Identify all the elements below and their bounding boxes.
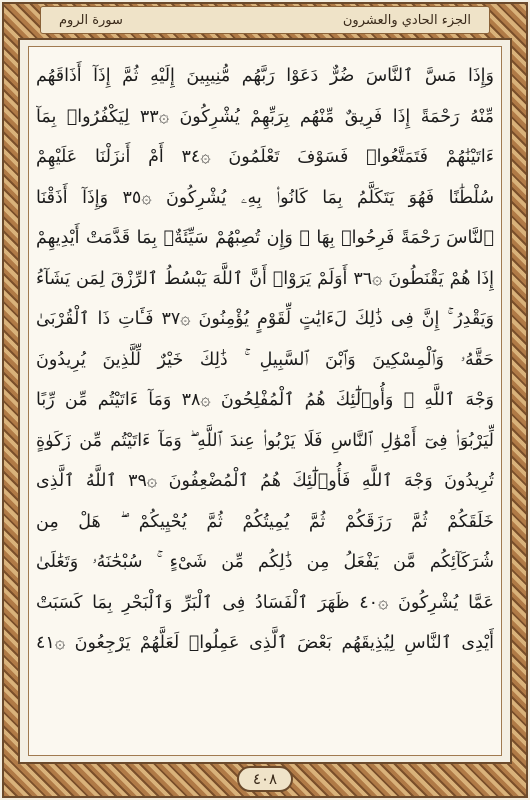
surah-label: سورة الروم (59, 12, 123, 28)
text-line: وَجْهَ ٱللَّهِ ۖ وَأُو۟لَٰٓئِكَ هُمُ ٱلْمُفْلِحُونَ ۞٣٨ وَمَآ ءَاتَيْتُم مِّن رِّبًا (36, 390, 494, 410)
text-line: عَمَّا يُشْرِكُونَ ۞٤٠ ظَهَرَ ٱلْفَسَادُ فِى ٱلْبَرِّ وَٱلْبَحْرِ بِمَا كَسَبَتْ (36, 592, 494, 613)
text-line: أَيْدِى ٱلنَّاسِ لِيُذِيقَهُم بَعْضَ ٱلَّذِى عَمِلُوا۟ لَعَلَّهُمْ يَرْجِعُونَ ۞٤١ (36, 633, 494, 653)
text-line: سُلْطَٰنًا فَهُوَ يَتَكَلَّمُ بِمَا كَانُوا۟ بِهِۦ يُشْرِكُونَ ۞٣٥ وَإِذَآ أَذَقْنَا (36, 187, 494, 208)
quran-text (36, 56, 494, 746)
text-line: خَلَقَكُمْ ثُمَّ رَزَقَكُمْ ثُمَّ يُمِيتُكُمْ ثُمَّ يُحْيِيكُمْ ۖ هَلْ مِن (36, 511, 494, 532)
text-line: إِذَا هُمْ يَقْنَطُونَ ۞٣٦ أَوَلَمْ يَرَوْا۟ أَنَّ ٱللَّهَ يَبْسُطُ ٱلرِّزْقَ لِمَن يَشَآءُ (36, 268, 494, 289)
text-line: شُرَكَآئِكُم مَّن يَفْعَلُ مِن ذَٰلِكُم مِّن شَىْءٍ ۚ سُبْحَٰنَهُۥ وَتَعَٰلَىٰ (36, 552, 494, 572)
page-number: ٤٠٨ (237, 766, 293, 792)
text-line: حَقَّهُۥ وَٱلْمِسْكِينَ وَٱبْنَ ٱلسَّبِيلِ ۚ ذَٰلِكَ خَيْرٌ لِّلَّذِينَ يُرِيدُونَ (36, 349, 494, 370)
text-line: وَيَقْدِرُ ۚ إِنَّ فِى ذَٰلِكَ لَءَايَٰتٍ لِّقَوْمٍ يُؤْمِنُونَ ۞٣٧ فَـَٔاتِ ذَا ٱلْقُرْبَىٰ (36, 309, 494, 329)
page-header (40, 6, 490, 34)
text-line: تُرِيدُونَ وَجْهَ ٱللَّهِ فَأُو۟لَٰٓئِكَ هُمُ ٱلْمُضْعِفُونَ ۞٣٩ ٱللَّهُ ٱلَّذِى (36, 471, 494, 491)
text-line: وَإِذَا مَسَّ ٱلنَّاسَ ضُرٌّ دَعَوْا رَبَّهُم مُّنِيبِينَ إِلَيْهِ ثُمَّ إِذَآ أَذَاقَهُم (36, 66, 494, 86)
juz-label: الجزء الحادي والعشرون (342, 12, 471, 28)
text-line: مِّنْهُ رَحْمَةً إِذَا فَرِيقٌ مِّنْهُم بِرَبِّهِمْ يُشْرِكُونَ ۞٣٣ لِيَكْفُرُوا۟ بِمَآ (36, 106, 494, 127)
text-line: ٱلنَّاسَ رَحْمَةً فَرِحُوا۟ بِهَا ۖ وَإِن تُصِبْهُمْ سَيِّئَةٌۢ بِمَا قَدَّمَتْ أَيْدِيهِمْ (36, 228, 494, 248)
text-line: ءَاتَيْنَٰهُمْ فَتَمَتَّعُوا۟ فَسَوْفَ تَعْلَمُونَ ۞٣٤ أَمْ أَنزَلْنَا عَلَيْهِمْ (36, 147, 494, 167)
text-line: لِّيَرْبُوَا۟ فِىٓ أَمْوَٰلِ ٱلنَّاسِ فَلَا يَرْبُوا۟ عِندَ ٱللَّهِ ۖ وَمَآ ءَاتَيْتُم مِّن زَكَوٰةٍ (36, 430, 494, 451)
